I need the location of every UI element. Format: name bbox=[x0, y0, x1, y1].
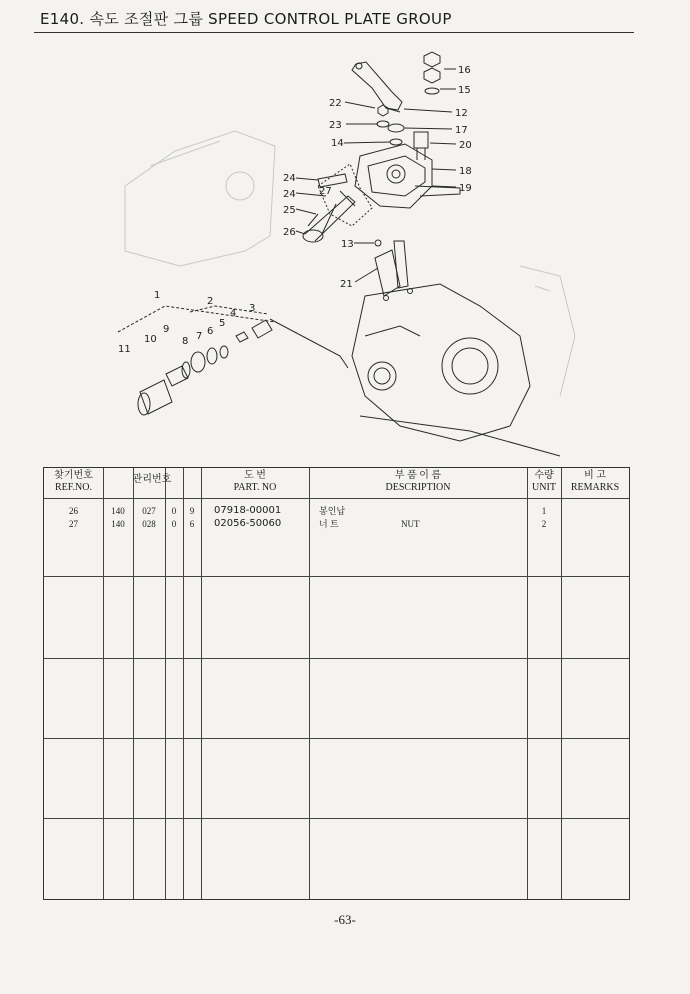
row-27-desc-ko: 너 트 bbox=[319, 519, 339, 529]
row-26-part-no: 07918-00001 bbox=[214, 505, 282, 516]
callout-1: 1 bbox=[154, 290, 161, 301]
row-27-ref: 27 bbox=[69, 519, 78, 529]
header-part-no bbox=[201, 470, 309, 494]
header-remarks-ko: 비 고 bbox=[584, 470, 606, 481]
callout-11: 11 bbox=[118, 344, 131, 355]
callout-5: 5 bbox=[219, 318, 226, 329]
callout-4: 4 bbox=[230, 308, 237, 319]
housing-outline bbox=[352, 284, 530, 441]
header-description bbox=[309, 470, 527, 494]
header-divider bbox=[44, 498, 629, 499]
callout-19: 19 bbox=[459, 183, 472, 194]
col-divider bbox=[133, 468, 134, 899]
row-27-desc-en: NUT bbox=[401, 519, 420, 529]
header-qty-en: UNIT bbox=[532, 482, 556, 493]
callout-27: 27 bbox=[319, 186, 332, 197]
callout-2: 2 bbox=[207, 296, 214, 307]
row-26-m3: 0 bbox=[171, 506, 177, 516]
page-number: -63- bbox=[334, 912, 356, 927]
col-divider bbox=[165, 468, 166, 899]
exploded-parts-diagram bbox=[0, 36, 690, 466]
callout-20: 20 bbox=[459, 140, 472, 151]
row-26-desc-ko: 봉인납 bbox=[319, 506, 346, 516]
page-title: E140. 속도 조절판 그룹 SPEED CONTROL PLATE GROUP bbox=[40, 10, 452, 28]
col-divider bbox=[561, 468, 562, 899]
callout-24-top: 24 bbox=[283, 173, 296, 184]
col-divider bbox=[309, 468, 310, 899]
row-26-m1: 140 bbox=[111, 506, 125, 516]
row-27-m1: 140 bbox=[111, 519, 125, 529]
callout-24-bottom: 26 bbox=[283, 227, 296, 238]
callout-7: 7 bbox=[196, 331, 203, 342]
callout-26: 25 bbox=[283, 205, 296, 216]
row-27-part-no: 02056-50060 bbox=[214, 518, 282, 529]
callout-14: 14 bbox=[331, 138, 344, 149]
row-27-m4: 6 bbox=[189, 519, 195, 529]
title-divider bbox=[34, 32, 634, 33]
callout-22: 22 bbox=[329, 98, 342, 109]
row-27-m3: 0 bbox=[171, 519, 177, 529]
header-ref bbox=[44, 470, 103, 494]
header-desc-ko: 부 품 이 름 bbox=[394, 470, 442, 481]
callout-23: 23 bbox=[329, 120, 342, 131]
col-divider bbox=[183, 468, 184, 899]
adjuster-assembly bbox=[138, 319, 348, 415]
header-part-en: PART. NO bbox=[233, 482, 277, 493]
callout-12: 12 bbox=[455, 108, 468, 119]
row-26-m4: 9 bbox=[189, 506, 195, 516]
row-27-unit: 2 bbox=[541, 519, 547, 529]
row-group-divider bbox=[44, 658, 629, 659]
header-ref-ko: 찾기번호 bbox=[54, 470, 93, 481]
header-remarks bbox=[561, 470, 629, 494]
header-desc-en: DESCRIPTION bbox=[385, 482, 451, 493]
col-divider bbox=[103, 468, 104, 899]
header-management-no: 관리번호 bbox=[132, 474, 172, 485]
callout-25: 24 bbox=[283, 189, 296, 200]
header-ref-en: REF.NO. bbox=[55, 482, 92, 493]
speed-control-plate bbox=[355, 144, 460, 208]
col-divider bbox=[527, 468, 528, 899]
callout-16: 16 bbox=[458, 65, 471, 76]
header-qty-ko: 수량 bbox=[534, 470, 554, 481]
header-unit bbox=[527, 470, 561, 494]
row-group-divider bbox=[44, 818, 629, 819]
row-26-m2: 027 bbox=[142, 506, 156, 516]
parts-table bbox=[43, 467, 630, 900]
callout-10: 10 bbox=[144, 334, 157, 345]
callout-6: 6 bbox=[207, 326, 214, 337]
row-group-divider bbox=[44, 576, 629, 577]
row-26-ref: 26 bbox=[69, 506, 78, 516]
header-part-ko: 도 번 bbox=[244, 470, 266, 481]
callout-8: 8 bbox=[182, 336, 189, 347]
callout-13: 13 bbox=[341, 239, 354, 250]
row-group-divider bbox=[44, 738, 629, 739]
col-divider bbox=[201, 468, 202, 899]
header-remarks-en: REMARKS bbox=[570, 482, 620, 493]
callout-17: 17 bbox=[455, 125, 468, 136]
callout-18: 18 bbox=[459, 166, 472, 177]
row-26-unit: 1 bbox=[541, 506, 547, 516]
callout-21: 21 bbox=[340, 279, 353, 290]
row-27-m2: 028 bbox=[142, 519, 156, 529]
callout-9: 9 bbox=[163, 324, 170, 335]
callout-15: 15 bbox=[458, 85, 471, 96]
callout-3: 3 bbox=[249, 303, 256, 314]
